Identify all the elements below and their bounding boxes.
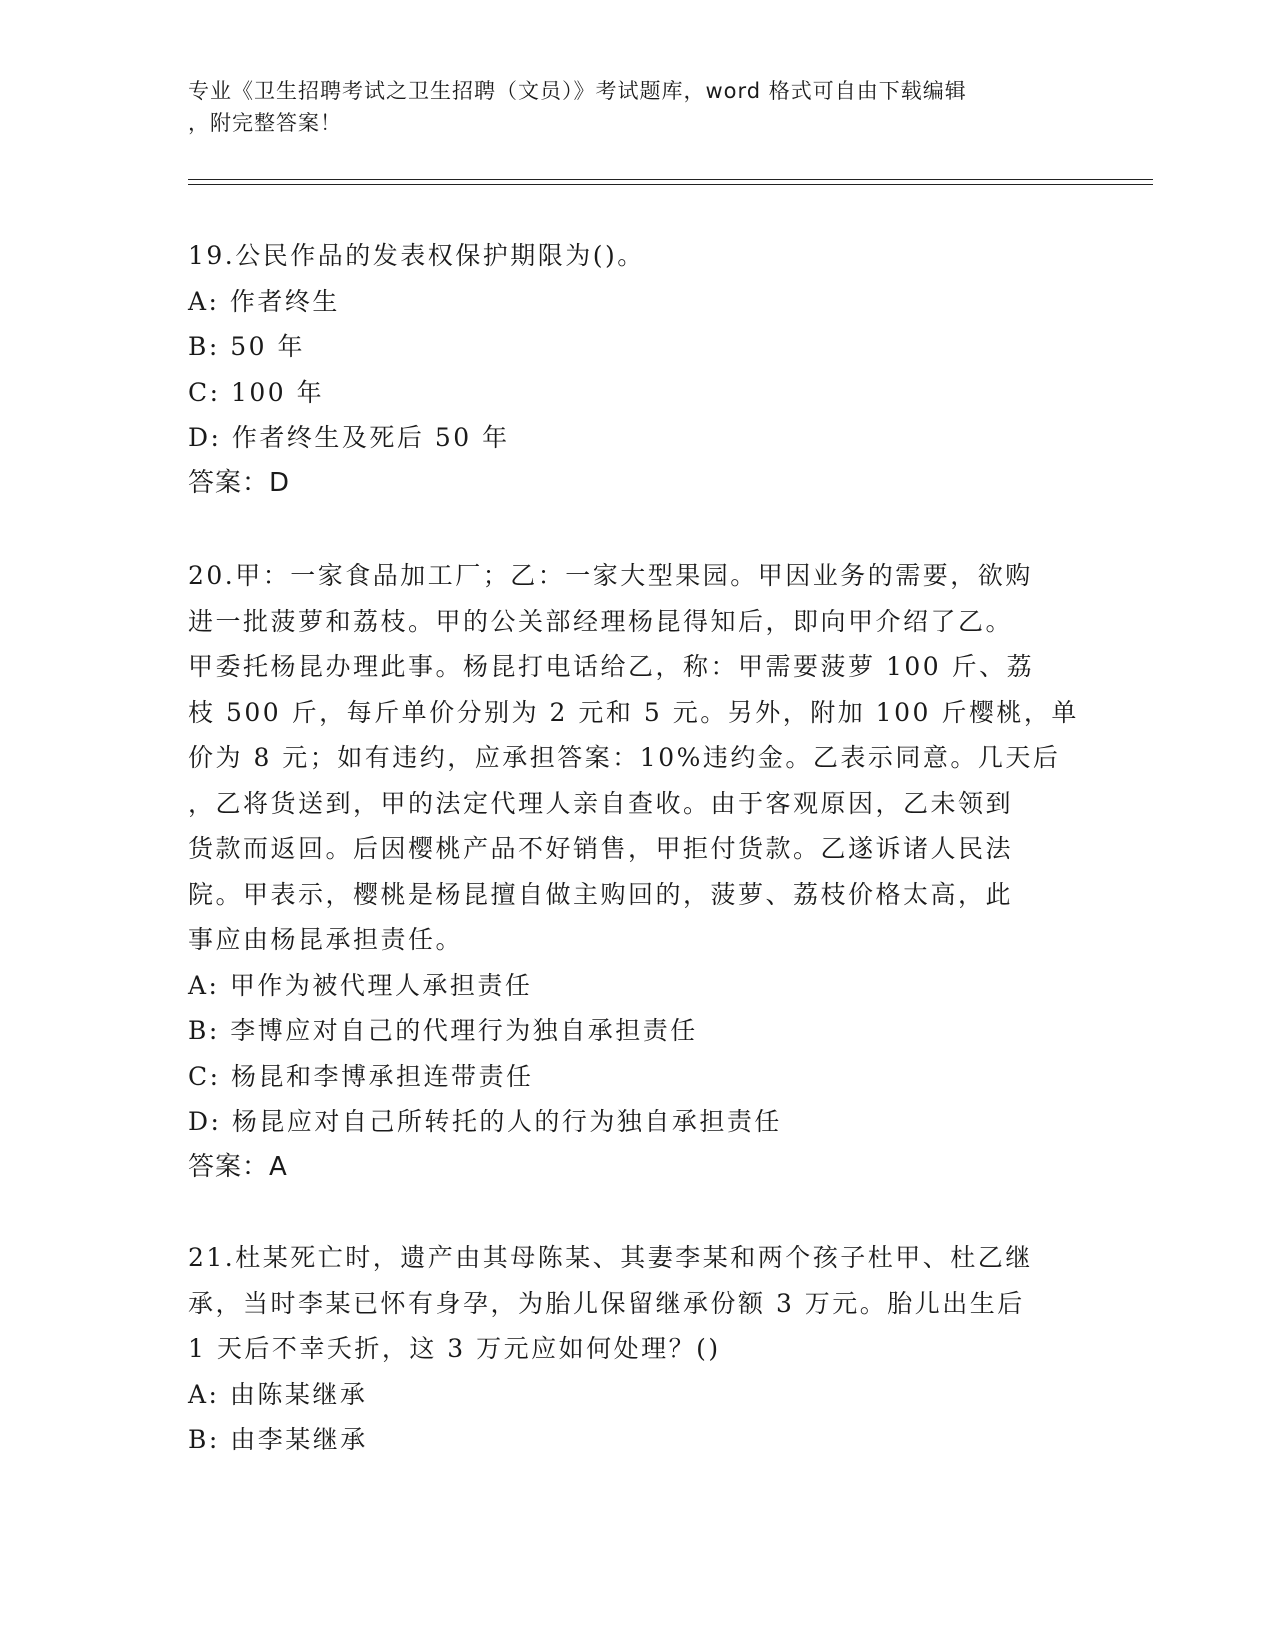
question-stem-line: 21.杜某死亡时，遗产由其母陈某、其妻李某和两个孩子杜甲、杜乙继 bbox=[188, 1243, 1033, 1272]
option-a: A: 由陈某继承 bbox=[188, 1379, 368, 1409]
header-divider-top bbox=[188, 179, 1153, 180]
answer: 答案：A bbox=[188, 1151, 288, 1182]
question-stem-line: 枝 500 斤，每斤单价分别为 2 元和 5 元。另外，附加 100 斤樱桃，单 bbox=[188, 697, 1079, 727]
option-d: D: 杨昆应对自己所转托的人的行为独自承担责任 bbox=[188, 1107, 782, 1136]
document-header bbox=[188, 75, 1088, 139]
question-19 bbox=[188, 233, 1088, 506]
option-c: C: 100 年 bbox=[188, 377, 325, 407]
question-stem: 19.公民作品的发表权保护期限为()。 bbox=[188, 241, 645, 270]
question-stem-line: 货款而返回。后因樱桃产品不好销售，甲拒付货款。乙遂诉诸人民法 bbox=[188, 834, 1014, 863]
question-stem-line: 进一批菠萝和荔枝。甲的公关部经理杨昆得知后，即向甲介绍了乙。 bbox=[188, 606, 1014, 636]
question-stem-line: ，乙将货送到，甲的法定代理人亲自查收。由于客观原因，乙未领到 bbox=[188, 788, 1014, 818]
option-d: D: 作者终生及死后 50 年 bbox=[188, 423, 510, 452]
option-b: B: 由李某继承 bbox=[188, 1425, 368, 1454]
question-stem-line: 院。甲表示，樱桃是杨昆擅自做主购回的，菠萝、荔枝价格太高，此 bbox=[188, 879, 1014, 909]
question-stem-line: 价为 8 元；如有违约，应承担答案：10%违约金。乙表示同意。几天后 bbox=[188, 743, 1061, 772]
header-line-1: 专业《卫生招聘考试之卫生招聘（文员）》考试题库，word 格式可自由下载编辑 bbox=[188, 79, 967, 103]
question-stem-line: 1 天后不幸夭折，这 3 万元应如何处理？() bbox=[188, 1334, 721, 1363]
question-stem-line: 甲委托杨昆办理此事。杨昆打电话给乙，称：甲需要菠萝 100 斤、荔 bbox=[188, 652, 1035, 681]
option-b: B: 50 年 bbox=[188, 332, 305, 361]
option-a: A: 甲作为被代理人承担责任 bbox=[188, 970, 533, 1000]
answer: 答案：D bbox=[188, 467, 291, 498]
option-c: C: 杨昆和李博承担连带责任 bbox=[188, 1061, 534, 1091]
question-stem-line: 20.甲：一家食品加工厂；乙：一家大型果园。甲因业务的需要，欲购 bbox=[188, 561, 1033, 590]
question-stem-line: 承，当时李某已怀有身孕，为胎儿保留继承份额 3 万元。胎儿出生后 bbox=[188, 1288, 1025, 1318]
question-21 bbox=[188, 1235, 1088, 1463]
question-stem-line: 事应由杨昆承担责任。 bbox=[188, 925, 464, 954]
header-divider-bottom bbox=[188, 184, 1153, 185]
option-b: B: 李博应对自己的代理行为独自承担责任 bbox=[188, 1016, 698, 1045]
header-line-2: ，附完整答案！ bbox=[188, 111, 342, 135]
question-20 bbox=[188, 553, 1088, 1190]
option-a: A: 作者终生 bbox=[188, 286, 340, 316]
